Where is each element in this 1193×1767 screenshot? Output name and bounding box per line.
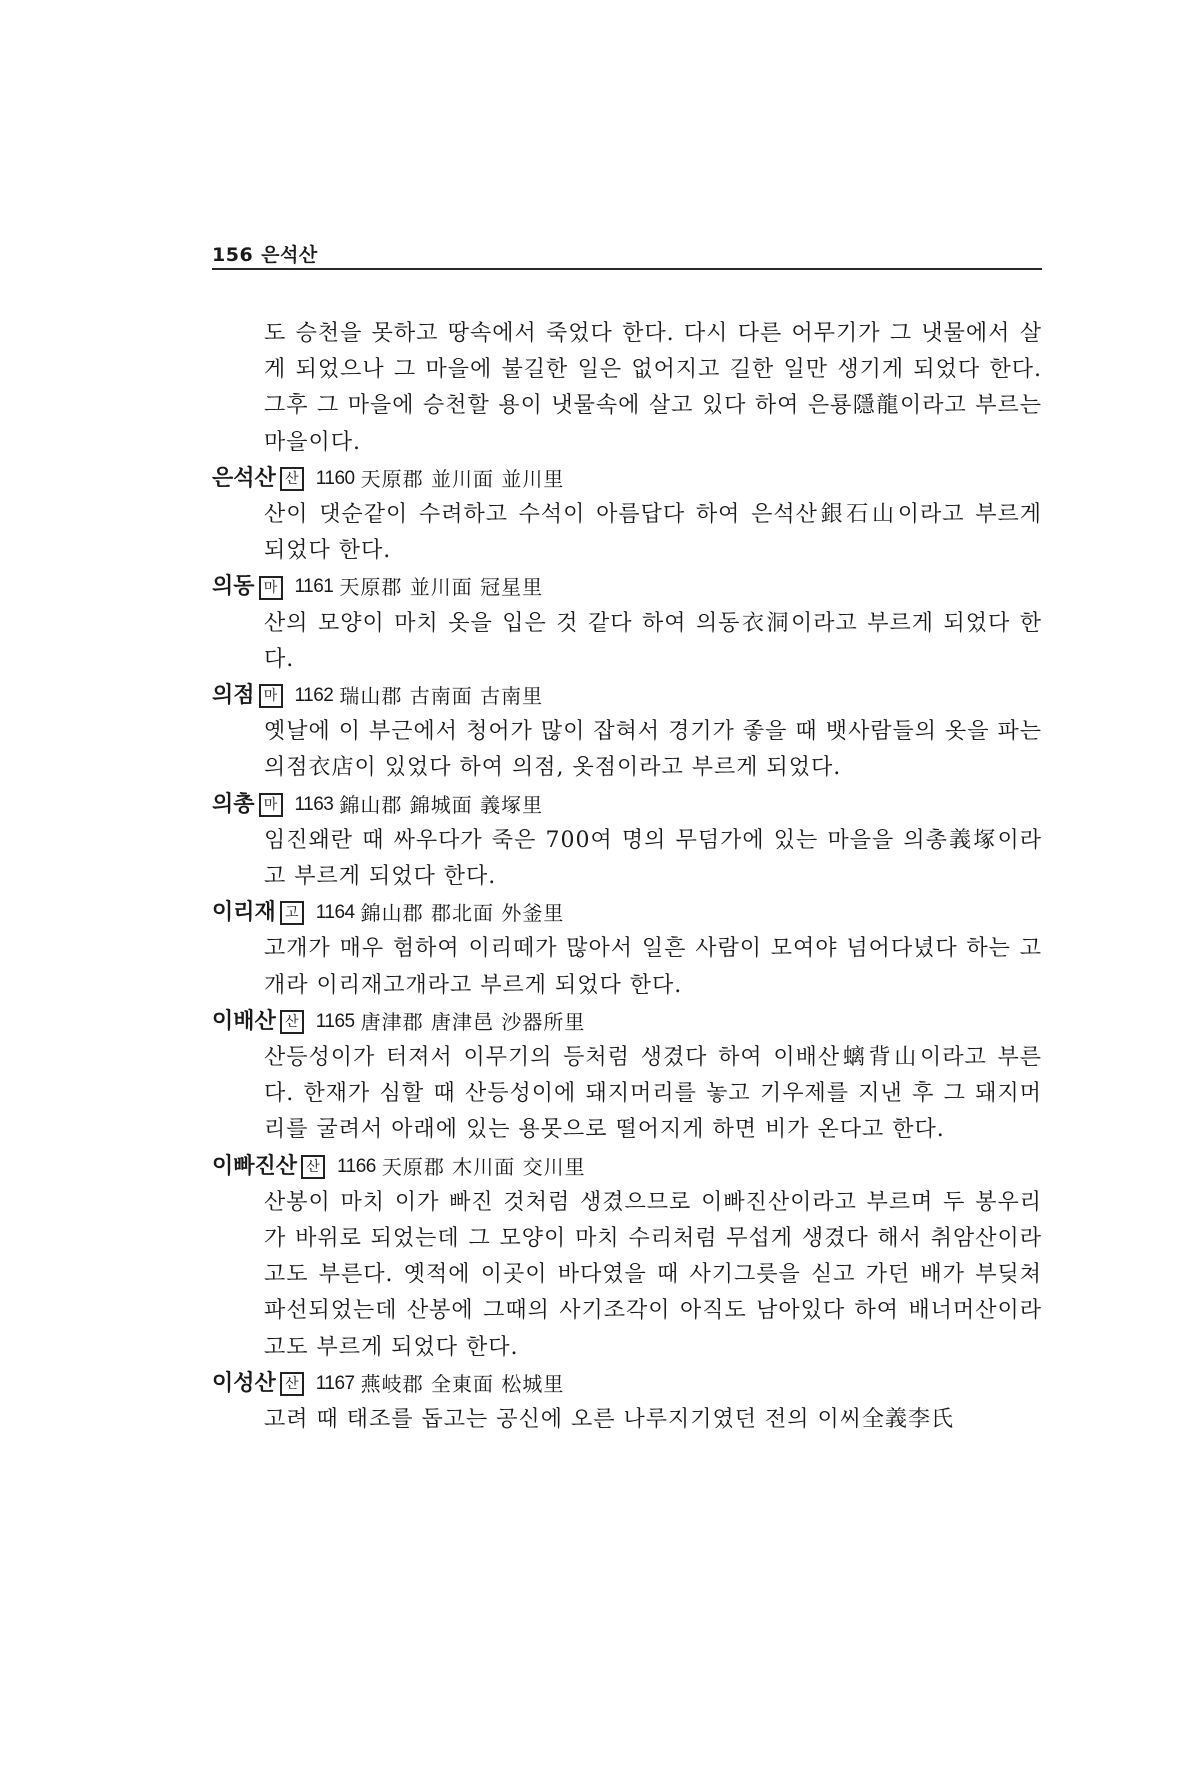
entry-header (212, 1004, 1042, 1040)
entry-text: 고려 때 태조를 돕고는 공신에 오른 나루지기였던 전의 이씨全義李氏 (264, 1406, 954, 1432)
entry-text: 산등성이가 터져서 이무기의 등처럼 생겼다 하여 이배산螭背山이라고 부른다. 한재가 심할 때 산등성이에 돼지머리를 놓고 기우제를 지낸 후 그 돼지머리를 굴려서 아래에 있는 용못으로 떨어지게 하면 비가 온다고 한다. (264, 1044, 1042, 1143)
entry-text: 산봉이 마치 이가 빠진 것처럼 생겼으므로 이빠진산이라고 부르며 두 봉우리가 바위로 되었는데 그 모양이 마치 수리처럼 무섭게 생겼다 해서 취암산이라고도 부른다. 옛적에 이곳이 바다였을 때 사기그릇을 싣고 가던 배가 부딪쳐 파선되었는데 산봉에 그때의 사기조각이 아직도 남아있다 하여 배너머산이라고도 부르게 되었다 한다. (264, 1189, 1042, 1360)
entry-headword: 의총 (212, 791, 255, 817)
entry-location: 唐津郡 唐津邑 沙器所里 (360, 1009, 586, 1034)
entry-number: 1164 (315, 902, 355, 924)
entry-type-badge: 마 (259, 793, 283, 817)
entry-type-badge: 산 (280, 1372, 304, 1396)
entry-headword: 이리재 (212, 900, 276, 926)
entry (212, 569, 1042, 678)
entry (212, 1149, 1042, 1366)
entry-type-badge: 산 (280, 1010, 304, 1034)
entry-number: 1167 (315, 1372, 355, 1394)
entry-headword: 이배산 (212, 1008, 276, 1034)
page-number: 156 (212, 244, 254, 266)
entry-type-badge: 마 (259, 684, 283, 708)
entry-text: 옛날에 이 부근에서 청어가 많이 잡혀서 경기가 좋을 때 뱃사람들의 옷을 파는 의점衣店이 있었다 하여 의점, 옷점이라고 부르게 되었다. (264, 719, 1042, 781)
entry-location: 錦山郡 郡北面 外釜里 (360, 901, 565, 926)
entry-type-badge: 마 (259, 576, 283, 600)
entry-text: 산의 모양이 마치 옷을 입은 것 같다 하여 의동衣洞이라고 부르게 되었다 한다. (264, 610, 1042, 672)
entry-number: 1160 (315, 467, 355, 489)
entry-headword: 이빠진산 (212, 1153, 298, 1179)
entry-header (212, 569, 1042, 605)
entry-location: 燕岐郡 全東面 松城里 (360, 1371, 565, 1396)
entry-number: 1161 (294, 576, 334, 598)
entry-header (212, 787, 1042, 823)
entry-header (212, 678, 1042, 714)
running-title: 은석산 (261, 244, 318, 266)
entry-location: 錦山郡 錦城面 義塚里 (339, 792, 544, 817)
entry (212, 1004, 1042, 1149)
entry-location: 瑞山郡 古南面 古南里 (339, 684, 544, 708)
entry (212, 678, 1042, 787)
page-body (212, 316, 1042, 1438)
entry-headword: 이성산 (212, 1370, 276, 1396)
entry-type-badge: 산 (301, 1155, 325, 1179)
entry-number: 1163 (294, 793, 334, 815)
entry-headword: 은석산 (212, 465, 276, 491)
entry-header (212, 461, 1042, 497)
entry-header (212, 895, 1042, 931)
entry-number: 1165 (315, 1010, 355, 1032)
entry-text: 고개가 매우 험하여 이리떼가 많아서 일흔 사람이 모여야 넘어다녔다 하는 고개라 이리재고개라고 부르게 되었다 한다. (264, 936, 1042, 998)
entry (212, 895, 1042, 1004)
entry-type-badge: 산 (280, 467, 304, 491)
entry-header (212, 1149, 1042, 1185)
entry-headword: 의점 (212, 683, 255, 708)
entry-number: 1162 (294, 685, 334, 706)
entry-type-badge: 고 (280, 901, 304, 925)
entry-location: 天原郡 木川面 交川里 (381, 1154, 586, 1179)
entry-text: 산이 댓순같이 수려하고 수석이 아름답다 하여 은석산銀石山이라고 부르게 되었다 한다. (264, 502, 1042, 564)
entry-header (212, 1366, 1042, 1402)
entry (212, 461, 1042, 570)
entry-number: 1166 (337, 1155, 376, 1177)
entry (212, 787, 1042, 896)
entry-text: 임진왜란 때 싸우다가 죽은 700여 명의 무덤가에 있는 마을을 의총義塚이라고 부르게 되었다 한다. (264, 827, 1042, 889)
continued-paragraph: 도 승천을 못하고 땅속에서 죽었다 한다. 다시 다른 어무기가 그 냇물에서 살게 되었으나 그 마을에 불길한 일은 없어지고 길한 일만 생기게 되었다 한다. 그후 그 마을에 승천할 용이 냇물속에 살고 있다 하여 은룡隱龍이라고 부르는 마을이다. (264, 321, 1042, 455)
header-rule (212, 268, 1042, 270)
entry-location: 天原郡 並川面 並川里 (360, 466, 565, 491)
entry-headword: 의동 (212, 574, 255, 600)
entry-location: 天原郡 並川面 冠星里 (339, 575, 544, 600)
entry (212, 1366, 1042, 1438)
running-head (212, 240, 1042, 267)
